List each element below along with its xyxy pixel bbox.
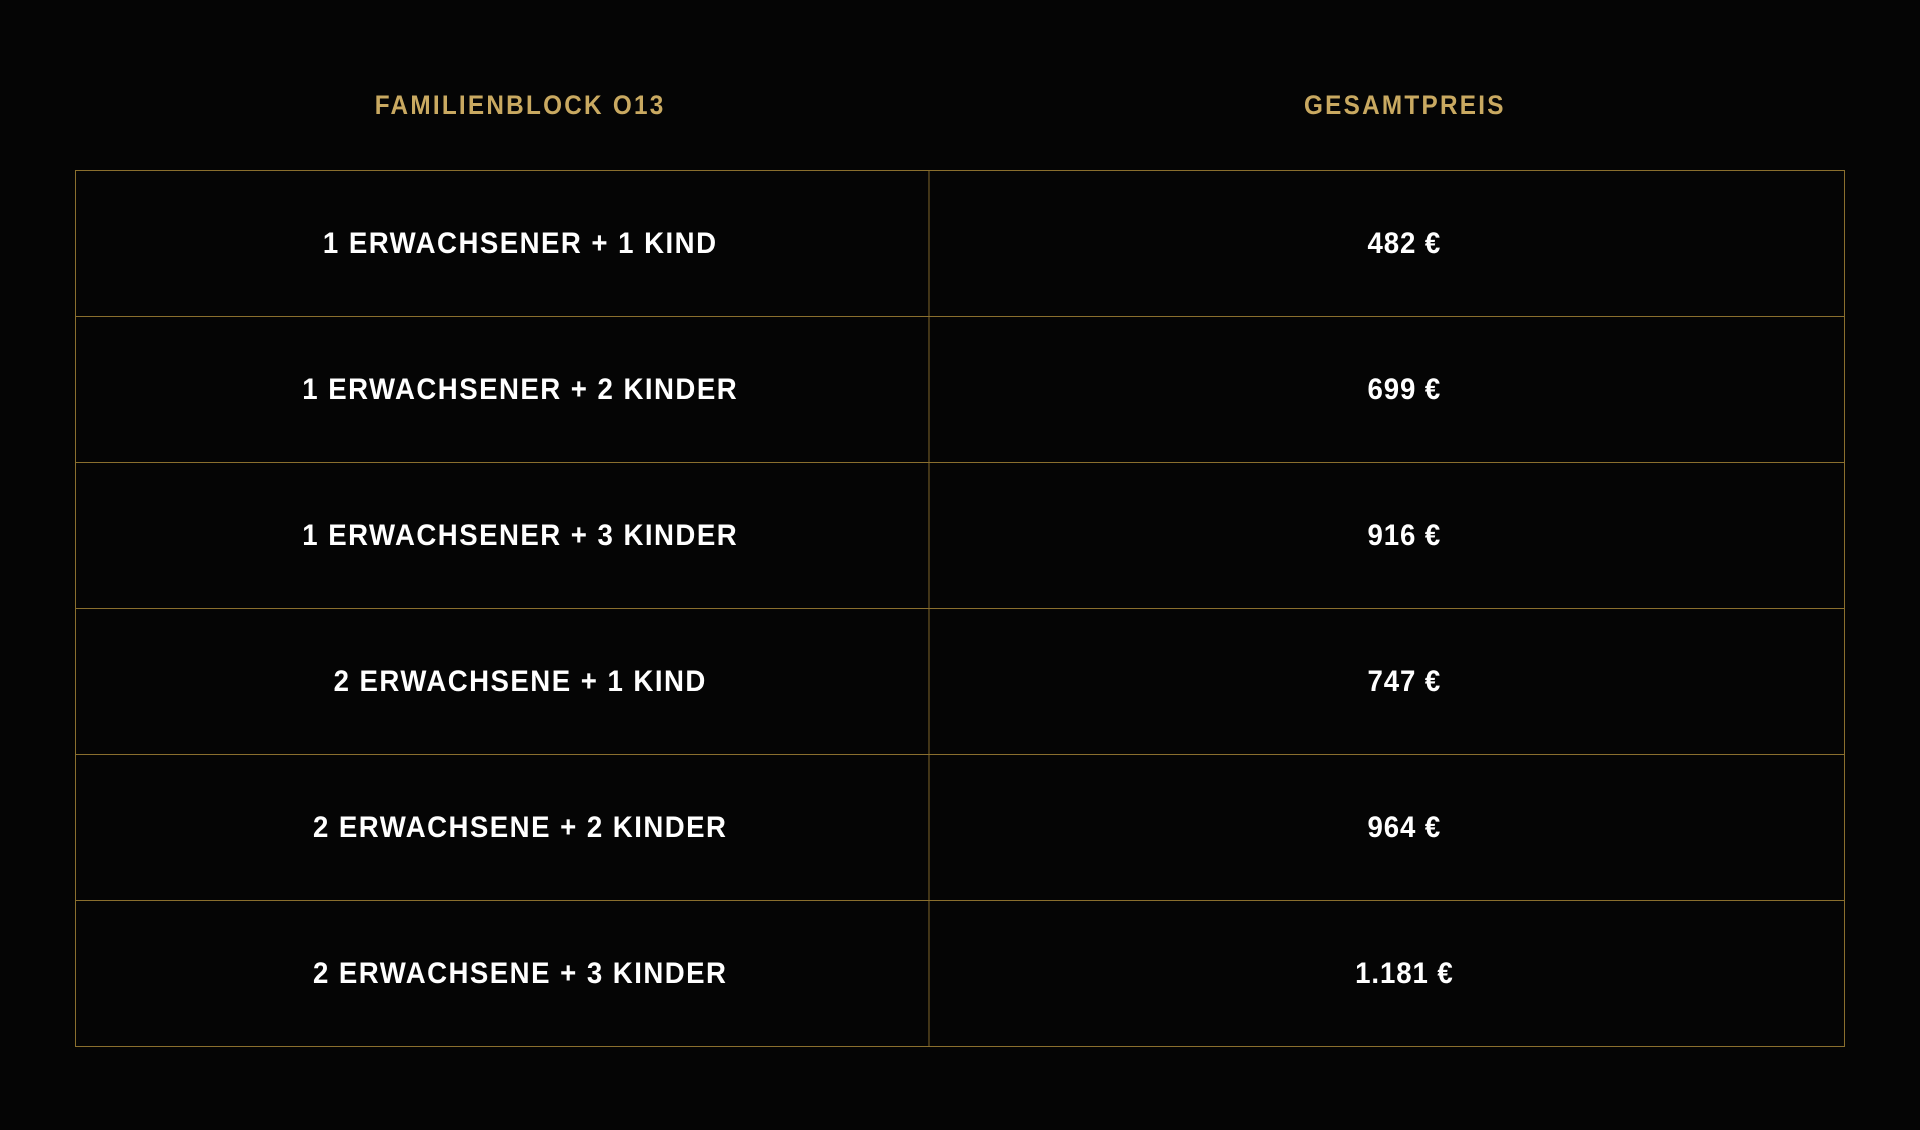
row-price: 699 € bbox=[1367, 372, 1442, 406]
row-description: 2 ERWACHSENE + 1 KIND bbox=[112, 609, 930, 754]
table-row bbox=[76, 755, 1844, 901]
row-description: 1 ERWACHSENER + 2 KINDER bbox=[112, 317, 930, 462]
row-description: 2 ERWACHSENE + 3 KINDER bbox=[112, 901, 930, 1046]
row-price: 482 € bbox=[1367, 226, 1442, 260]
table-header-row bbox=[75, 40, 1845, 170]
table-row bbox=[76, 463, 1844, 609]
table-row bbox=[76, 171, 1844, 317]
price-table bbox=[75, 40, 1845, 1047]
row-description: 1 ERWACHSENER + 1 KIND bbox=[112, 171, 930, 316]
row-description: 2 ERWACHSENE + 2 KINDER bbox=[112, 755, 930, 900]
row-description: 1 ERWACHSENER + 3 KINDER bbox=[112, 463, 930, 608]
row-price: 916 € bbox=[1367, 518, 1442, 552]
header-gesamtpreis: GESAMTPREIS bbox=[1304, 89, 1506, 120]
table-row bbox=[76, 317, 1844, 463]
table-row bbox=[76, 609, 1844, 755]
row-price: 747 € bbox=[1367, 664, 1442, 698]
header-familienblock: FAMILIENBLOCK O13 bbox=[374, 89, 666, 120]
row-price: 964 € bbox=[1367, 810, 1442, 844]
table-body bbox=[75, 170, 1845, 1047]
table-row bbox=[76, 901, 1844, 1047]
row-price: 1.181 € bbox=[1355, 956, 1454, 990]
